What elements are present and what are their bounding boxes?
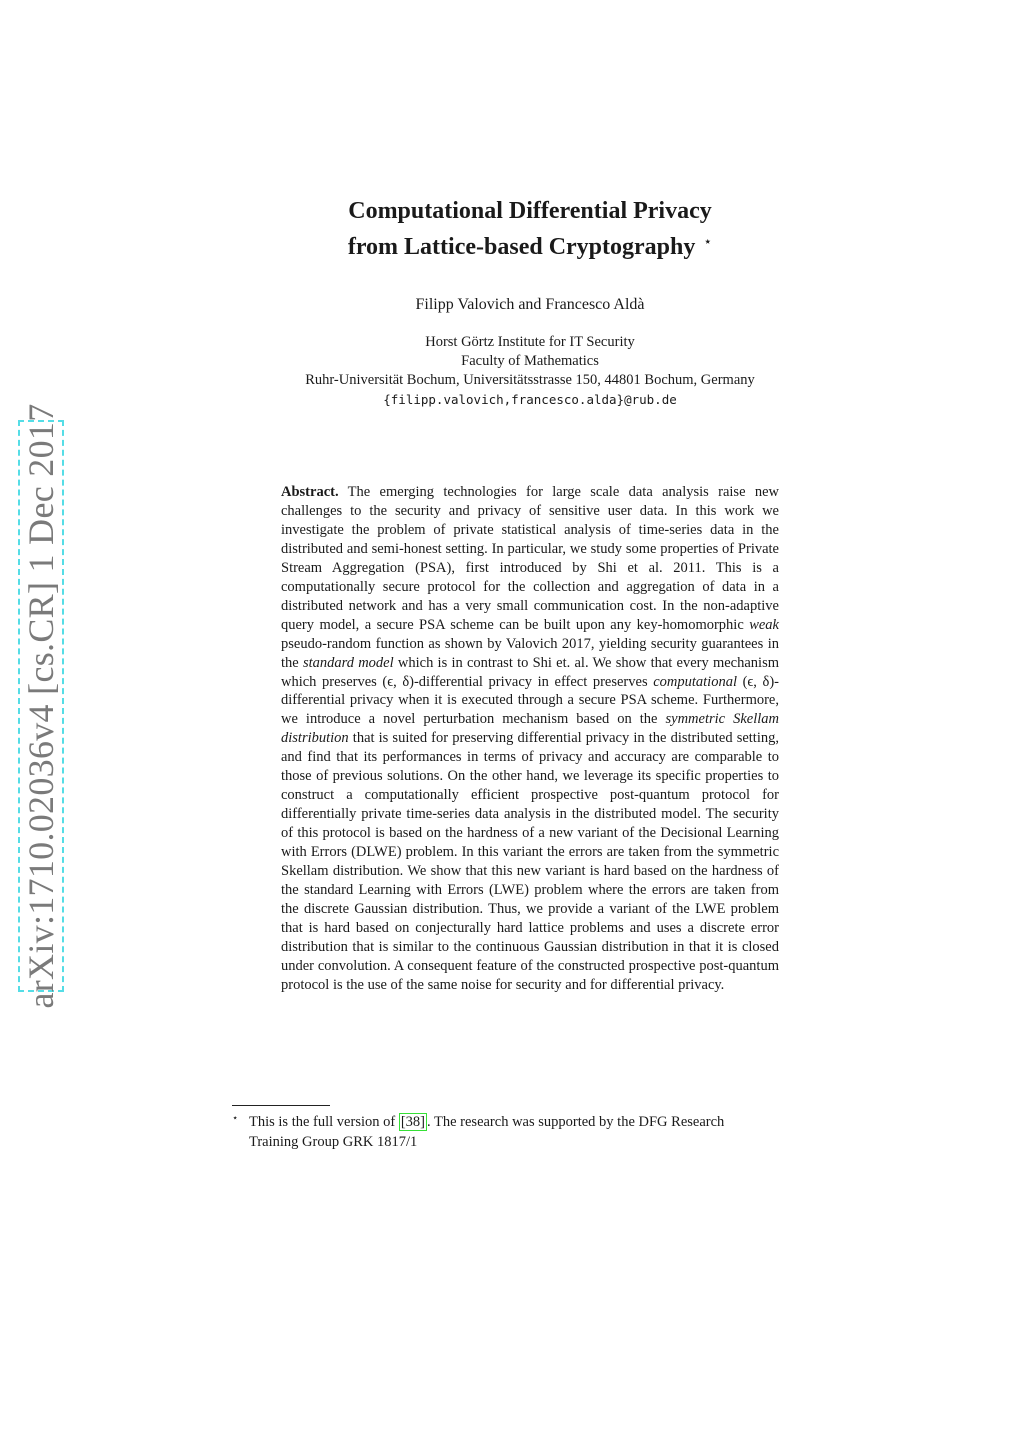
arxiv-id: arXiv:1710.02036v4 [cs.CR] 1 Dec 2017 xyxy=(21,403,61,1009)
footnote-rule xyxy=(232,1105,330,1106)
abstract-paragraph: Abstract. The emerging technologies for large scale data analysis raise new challenges to the security and privacy of sensitive user data. In this work we investigate the problem of private statistical analysis of time-series data in the distributed and semi-honest setting. In particular, we study some properties of Private Stream Aggregation (PSA), first introduced by Shi et al. 2011. This is a computationally secure protocol for the collection and aggregation of data in a distributed network and has a very small communication cost. In the non-adaptive query model, a secure PSA scheme can be built upon any key-homomorphic weak pseudo-random function as shown by Valovich 2017, yielding security guarantees in the standard model which is in contrast to Shi et. al. We show that every mechanism which preserves (ϵ, δ)-differential privacy in effect preserves computational (ϵ, δ)-differential privacy when it is executed through a secure PSA scheme. Furthermore, we introduce a novel perturbation mechanism based on the symmetric Skellam distribution that is suited for preserving differential privacy in the distributed setting, and find that its performances in terms of privacy and accuracy are comparable to those of previous solutions. On the other hand, we leverage its specific properties to construct a computationally efficient prospective post-quantum protocol for differentially private time-series data analysis in the distributed model. The security of this protocol is based on the hardness of a new variant of the Decisional Learning with Errors (DLWE) problem. In this variant the errors are taken from the symmetric Skellam distribution. We show that this new variant is hard based on the hardness of the standard Learning with Errors (LWE) problem where the errors are taken from the discrete Gaussian distribution. Thus, we provide a variant of the LWE problem that is hard based on conjecturally hard lattice problems and uses a discrete error distribution that is similar to the continuous Gaussian distribution in that it is closed under convolution. A consequent feature of the constructed prospective post-quantum protocol is the use of the same noise for security and for differential privacy. xyxy=(281,484,779,993)
footnote xyxy=(232,1109,828,1152)
abstract xyxy=(281,483,779,995)
paper-title xyxy=(200,196,860,263)
affiliation-institute: Horst Görtz Institute for IT Security xyxy=(425,334,635,350)
author-email: {filipp.valovich,francesco.alda}@rub.de xyxy=(383,392,677,407)
title-line-1: Computational Differential Privacy xyxy=(348,198,712,224)
title-footnote-mark: ⋆ xyxy=(703,235,713,250)
citation-link-38[interactable]: [38] xyxy=(400,1114,425,1130)
title-line-2: from Lattice-based Cryptography ⋆ xyxy=(347,234,713,260)
affiliation-block xyxy=(200,333,860,409)
footnote-line-2: Training Group GRK 1817/1 xyxy=(249,1134,418,1150)
footnote-line-1: ⋆ This is the full version of [38] . The research was supported by the DFG Research xyxy=(232,1109,828,1132)
footnote-mark: ⋆ xyxy=(232,1113,239,1124)
abstract-label: Abstract. xyxy=(281,484,339,500)
affiliation-faculty: Faculty of Mathematics xyxy=(461,353,599,369)
author-list: Filipp Valovich and Francesco Aldà xyxy=(415,296,645,313)
affiliation-university: Ruhr-Universität Bochum, Universitätsstrasse 150, 44801 Bochum, Germany xyxy=(305,372,755,388)
arxiv-identifier-stamp[interactable] xyxy=(18,403,64,1009)
